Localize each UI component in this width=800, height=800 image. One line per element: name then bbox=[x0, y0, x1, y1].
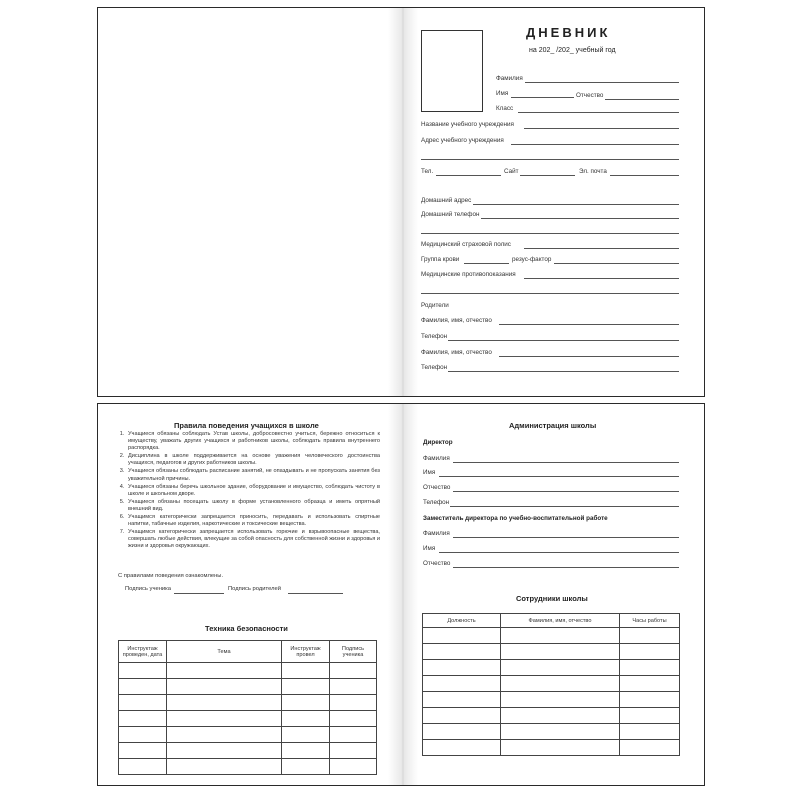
safety-title: Техника безопасности bbox=[205, 624, 288, 633]
director-name-line[interactable] bbox=[439, 476, 679, 477]
safety-table-cell[interactable] bbox=[167, 679, 282, 695]
field-site-line[interactable] bbox=[520, 175, 575, 176]
deputy-patronymic-label: Отчество bbox=[423, 560, 451, 567]
field-surname-line[interactable] bbox=[525, 82, 679, 83]
deputy-name-label: Имя bbox=[423, 545, 436, 552]
safety-table-cell[interactable] bbox=[167, 695, 282, 711]
staff-table-cell[interactable] bbox=[620, 692, 680, 708]
field-surname-label: Фамилия bbox=[496, 75, 523, 82]
staff-table-cell[interactable] bbox=[501, 692, 620, 708]
field-insurance-line[interactable] bbox=[524, 248, 679, 249]
parents-signature-line[interactable] bbox=[288, 593, 343, 594]
parent1-fio-label: Фамилия, имя, отчество bbox=[421, 317, 492, 324]
director-surname-label: Фамилия bbox=[423, 455, 450, 462]
safety-table-row bbox=[119, 727, 377, 743]
staff-table-row bbox=[423, 692, 680, 708]
safety-table-cell[interactable] bbox=[330, 695, 377, 711]
staff-table-row bbox=[423, 740, 680, 756]
field-patronymic-label: Отчество bbox=[576, 92, 604, 99]
staff-table-cell[interactable] bbox=[620, 724, 680, 740]
staff-table-cell[interactable] bbox=[620, 660, 680, 676]
staff-table-cell[interactable] bbox=[501, 724, 620, 740]
staff-table-cell[interactable] bbox=[423, 724, 501, 740]
rule-item: 7. Учащимся категорически запрещается использовать горючие и взрывоопасные вещества, совершать любые действия, влекущие за собой опасность для собственной жизни и здоровья и жизни и здоровья окружающих. bbox=[126, 529, 380, 550]
school-year-line: на 202_ /202_ учебный год bbox=[529, 47, 616, 54]
field-site-label: Сайт bbox=[504, 168, 519, 175]
staff-table-cell[interactable] bbox=[501, 628, 620, 644]
director-phone-line[interactable] bbox=[450, 506, 679, 507]
staff-title: Сотрудники школы bbox=[516, 594, 588, 603]
field-school-address-label: Адрес учебного учреждения bbox=[421, 137, 504, 144]
field-email-line[interactable] bbox=[610, 175, 679, 176]
staff-table-row bbox=[423, 708, 680, 724]
deputy-surname-label: Фамилия bbox=[423, 530, 450, 537]
safety-table bbox=[118, 640, 377, 775]
staff-table-cell[interactable] bbox=[501, 644, 620, 660]
book-spine bbox=[388, 8, 418, 396]
field-phone-line[interactable] bbox=[436, 175, 501, 176]
parent1-phone-line[interactable] bbox=[448, 340, 679, 341]
deputy-name-line[interactable] bbox=[439, 552, 679, 553]
diary-inner-spread bbox=[97, 403, 705, 786]
safety-table-cell[interactable] bbox=[282, 743, 330, 759]
staff-table-cell[interactable] bbox=[423, 740, 501, 756]
field-class-label: Класс bbox=[496, 105, 514, 112]
safety-table-cell[interactable] bbox=[330, 759, 377, 775]
safety-table-row bbox=[119, 743, 377, 759]
photo-placeholder bbox=[421, 30, 483, 112]
staff-table-cell[interactable] bbox=[501, 676, 620, 692]
field-name-label: Имя bbox=[496, 90, 509, 97]
rule-item: 3. Учащиеся обязаны соблюдать расписание занятий, не опаздывать и не пропускать занятия без уважительной причины. bbox=[126, 468, 380, 482]
staff-table-cell[interactable] bbox=[501, 740, 620, 756]
field-home-address-line[interactable] bbox=[473, 204, 679, 205]
deputy-surname-line[interactable] bbox=[453, 537, 679, 538]
safety-col-signature: Подпись ученика bbox=[330, 641, 377, 663]
staff-table-cell[interactable] bbox=[423, 644, 501, 660]
field-contraindications-line-2[interactable] bbox=[421, 293, 679, 294]
safety-col-date: Инструктаж проведен, дата bbox=[119, 641, 167, 663]
rules-title: Правила поведения учащихся в школе bbox=[174, 421, 319, 430]
staff-table-cell[interactable] bbox=[423, 708, 501, 724]
staff-table-cell[interactable] bbox=[423, 660, 501, 676]
field-rh-factor-label: резус-фактор bbox=[512, 256, 552, 263]
diary-title-spread bbox=[97, 7, 705, 397]
safety-table-cell[interactable] bbox=[119, 663, 167, 679]
safety-table-row bbox=[119, 663, 377, 679]
field-patronymic-line[interactable] bbox=[605, 99, 679, 100]
safety-table-cell[interactable] bbox=[167, 663, 282, 679]
staff-table-row bbox=[423, 660, 680, 676]
field-phone-label: Тел. bbox=[421, 168, 434, 175]
staff-table bbox=[422, 613, 680, 756]
parent2-phone-line[interactable] bbox=[448, 371, 679, 372]
field-blood-group-line[interactable] bbox=[464, 263, 509, 264]
rule-item: 5. Учащиеся обязаны посещать школу в форме установленного образца и иметь опрятный внешний вид. bbox=[126, 499, 380, 513]
staff-table-row bbox=[423, 724, 680, 740]
safety-table-cell[interactable] bbox=[167, 759, 282, 775]
field-blood-group-label: Группа крови bbox=[421, 256, 460, 263]
field-home-phone-line[interactable] bbox=[481, 218, 679, 219]
director-heading: Директор bbox=[423, 439, 453, 446]
staff-table-row bbox=[423, 676, 680, 692]
director-phone-label: Телефон bbox=[423, 499, 450, 506]
deputy-heading: Заместитель директора по учебно-воспитательной работе bbox=[423, 515, 608, 522]
safety-table-cell[interactable] bbox=[330, 663, 377, 679]
staff-table-row bbox=[423, 644, 680, 660]
field-email-label: Эл. почта bbox=[579, 168, 607, 175]
director-patronymic-line[interactable] bbox=[453, 491, 679, 492]
safety-table-cell[interactable] bbox=[119, 695, 167, 711]
field-contraindications-label: Медицинские противопоказания bbox=[421, 271, 516, 278]
safety-col-instructor: Инструктаж провел bbox=[282, 641, 330, 663]
staff-col-hours: Часы работы bbox=[620, 614, 680, 628]
staff-col-fio: Фамилия, имя, отчество bbox=[501, 614, 620, 628]
safety-table-cell[interactable] bbox=[119, 727, 167, 743]
rule-item: 6. Учащимся категорически запрещается приносить, передавать и использовать спиртные напитки, табачные изделия, наркотические и токсические вещества. bbox=[126, 514, 380, 528]
staff-table-cell[interactable] bbox=[620, 628, 680, 644]
rules-list bbox=[116, 431, 380, 552]
safety-table-cell[interactable] bbox=[282, 695, 330, 711]
parents-signature-label: Подпись родителей bbox=[228, 586, 281, 592]
admin-title: Администрация школы bbox=[509, 421, 597, 430]
diary-title: ДНЕВНИК bbox=[526, 25, 611, 40]
staff-table-cell[interactable] bbox=[423, 692, 501, 708]
director-name-label: Имя bbox=[423, 469, 436, 476]
field-name-line[interactable] bbox=[511, 97, 574, 98]
safety-table-row bbox=[119, 759, 377, 775]
parent1-phone-label: Телефон bbox=[421, 333, 448, 340]
field-school-name-label: Название учебного учреждения bbox=[421, 121, 514, 128]
staff-table-cell[interactable] bbox=[423, 628, 501, 644]
safety-table-cell[interactable] bbox=[167, 711, 282, 727]
safety-table-cell[interactable] bbox=[167, 727, 282, 743]
director-surname-line[interactable] bbox=[453, 462, 679, 463]
field-extra-line[interactable] bbox=[421, 233, 679, 234]
staff-table-cell[interactable] bbox=[423, 676, 501, 692]
rule-item: 1. Учащиеся обязаны соблюдать Устав школы, добросовестно учиться, бережно относиться к имуществу, уважать других учащихся и работников школы, соблюдать правила внутреннего распорядка. bbox=[126, 431, 380, 452]
director-patronymic-label: Отчество bbox=[423, 484, 451, 491]
student-signature-label: Подпись ученика bbox=[125, 586, 172, 592]
rule-item: 4. Учащиеся обязаны беречь школьное здание, оборудование и имущество, соблюдать чистоту в школе и школьном дворе. bbox=[126, 484, 380, 498]
safety-table-row bbox=[119, 679, 377, 695]
staff-table-cell[interactable] bbox=[501, 708, 620, 724]
safety-table-cell[interactable] bbox=[282, 759, 330, 775]
staff-col-position: Должность bbox=[423, 614, 501, 628]
safety-table-cell[interactable] bbox=[282, 727, 330, 743]
safety-table-cell[interactable] bbox=[119, 743, 167, 759]
parent1-fio-line[interactable] bbox=[499, 324, 679, 325]
safety-table-cell[interactable] bbox=[119, 711, 167, 727]
staff-table-cell[interactable] bbox=[620, 740, 680, 756]
field-insurance-label: Медицинский страховой полис bbox=[421, 241, 511, 248]
field-rh-factor-line[interactable] bbox=[554, 263, 679, 264]
parent2-fio-line[interactable] bbox=[499, 356, 679, 357]
field-school-name-line[interactable] bbox=[524, 128, 679, 129]
safety-table-cell[interactable] bbox=[119, 759, 167, 775]
parent2-fio-label: Фамилия, имя, отчество bbox=[421, 349, 492, 356]
safety-table-row bbox=[119, 711, 377, 727]
safety-table-cell[interactable] bbox=[167, 743, 282, 759]
staff-table-cell[interactable] bbox=[501, 660, 620, 676]
field-class-line[interactable] bbox=[518, 112, 679, 113]
safety-table-row bbox=[119, 695, 377, 711]
field-home-address-label: Домашний адрес bbox=[421, 197, 472, 204]
rules-acknowledged: С правилами поведения ознакомлены. bbox=[118, 573, 224, 579]
field-school-address-line-2[interactable] bbox=[421, 159, 679, 160]
field-school-address-line[interactable] bbox=[511, 144, 679, 145]
safety-table-cell[interactable] bbox=[330, 743, 377, 759]
staff-table-cell[interactable] bbox=[620, 708, 680, 724]
staff-table-row bbox=[423, 628, 680, 644]
safety-table-cell[interactable] bbox=[282, 663, 330, 679]
student-signature-line[interactable] bbox=[174, 593, 224, 594]
parents-heading: Родители bbox=[421, 302, 449, 309]
parent2-phone-label: Телефон bbox=[421, 364, 448, 371]
safety-table-cell[interactable] bbox=[282, 679, 330, 695]
safety-table-cell[interactable] bbox=[330, 711, 377, 727]
book-spine bbox=[388, 404, 418, 785]
safety-table-cell[interactable] bbox=[282, 711, 330, 727]
deputy-patronymic-line[interactable] bbox=[453, 567, 679, 568]
safety-table-cell[interactable] bbox=[330, 727, 377, 743]
rule-item: 2. Дисциплина в школе поддерживается на основе уважения человеческого достоинства учащихся, педагогов и других работников школы. bbox=[126, 453, 380, 467]
safety-table-cell[interactable] bbox=[330, 679, 377, 695]
safety-table-cell[interactable] bbox=[119, 679, 167, 695]
field-contraindications-line[interactable] bbox=[524, 278, 679, 279]
field-home-phone-label: Домашний телефон bbox=[421, 211, 480, 218]
staff-table-cell[interactable] bbox=[620, 676, 680, 692]
safety-col-topic: Тема bbox=[167, 641, 282, 663]
staff-table-cell[interactable] bbox=[620, 644, 680, 660]
